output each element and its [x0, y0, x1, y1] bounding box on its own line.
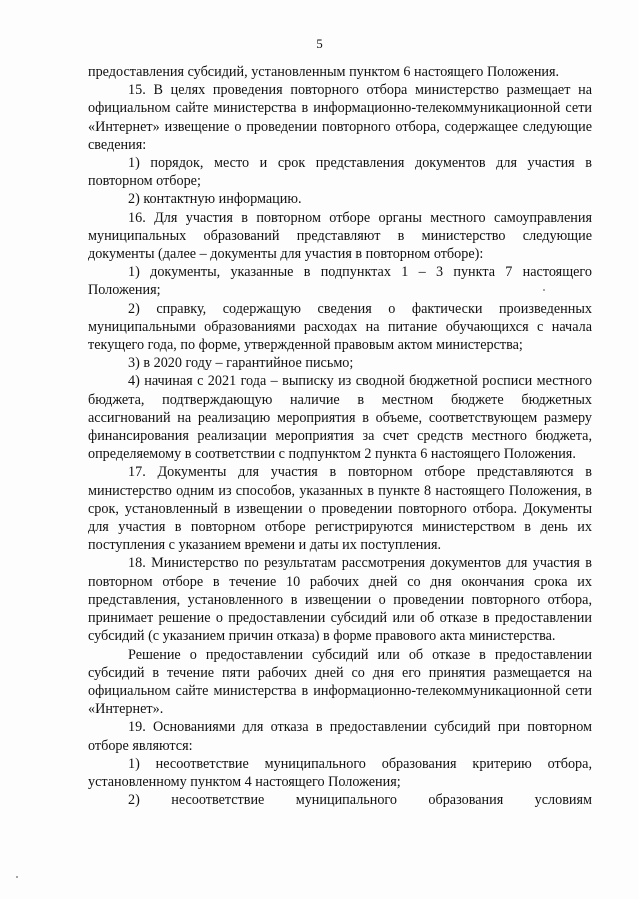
paragraph-18-decision: Решение о предоставлении субсидий или об отказе в предоставлении субсидий в течение пяти рабочих дней со дня его принятия размещается на официальном сайте министерства в информационно-телекоммуникационной сети «Интернет».: [88, 646, 592, 718]
paragraph-continuation: предоставления субсидий, установленным пунктом 6 настоящего Положения.: [88, 64, 560, 80]
paragraph-15-item-1: 1) порядок, место и срок представления документов для участия в повторном отборе;: [88, 155, 592, 190]
paragraph-17: 17. Документы для участия в повторном отборе представляются в министерство одним из способов, указанных в пункте 8 настоящего Положения, в срок, установленный в извещении о проведении повторного отбора. Документы для участия в повторном отборе регистрируются министерством в день их поступления с указанием времени и даты их поступления.: [88, 464, 592, 554]
paragraph-16-item-1: 1) документы, указанные в подпунктах 1 – 3 пункта 7 настоящего Положения;: [88, 264, 592, 299]
paragraph-15-item-2: 2) контактную информацию.: [128, 191, 302, 208]
page-number: 5: [316, 36, 323, 51]
paragraph-15: 15. В целях проведения повторного отбора министерство размещает на официальном сайте министерства в информационно-телекоммуникационной сети «Интернет» извещение о проведении повторного отбора, содержащее следующие сведения:: [88, 82, 592, 153]
paragraph-16-item-4: 4) начиная с 2021 года – выписку из сводной бюджетной росписи местного бюджета, подтверждающую наличие в местном бюджете бюджетных ассигнований на реализацию мероприятия в объеме, соответствующем размеру финансирования реализации мероприятия за счет средств местного бюджета, определяемому в соответствии с подпунктом 2 пункта 6 настоящего Положения.: [88, 373, 592, 463]
paragraph-18: 18. Министерство по результатам рассмотрения документов для участия в повторном отборе в течение 10 рабочих дней со дня окончания срока их представления, установленного в извещении о проведении повторного отбора, принимает решение о предоставлении субсидий или об отказе в предоставлении субсидий (с указанием причин отказа) в форме правового акта министерства.: [88, 555, 592, 645]
paragraph-16: 16. Для участия в повторном отборе органы местного самоуправления муниципальных образований представляют в министерство следующие документы (далее – документы для участия в повторном отборе):: [88, 209, 592, 263]
paragraph-19-item-1: 1) несоответствие муниципального образования критерию отбора, установленному пунктом 4 настоящего Положения;: [88, 755, 592, 790]
paragraph-19-item-2: 2) несоответствие муниципального образования условиям: [128, 792, 592, 809]
scan-speck: [543, 289, 545, 291]
scan-speck: [16, 876, 18, 878]
paragraph-19: 19. Основаниями для отказа в предоставлении субсидий при повторном отборе являются:: [88, 719, 592, 754]
paragraph-16-item-3: 3) в 2020 году – гарантийное письмо;: [128, 355, 354, 372]
document-body: [88, 63, 592, 809]
paragraph-16-item-2: 2) справку, содержащую сведения о фактически произведенных муниципальными образованиями расходах на питание обучающихся с начала текущего года, по форме, утвержденной правовым актом министерства;: [88, 300, 592, 354]
